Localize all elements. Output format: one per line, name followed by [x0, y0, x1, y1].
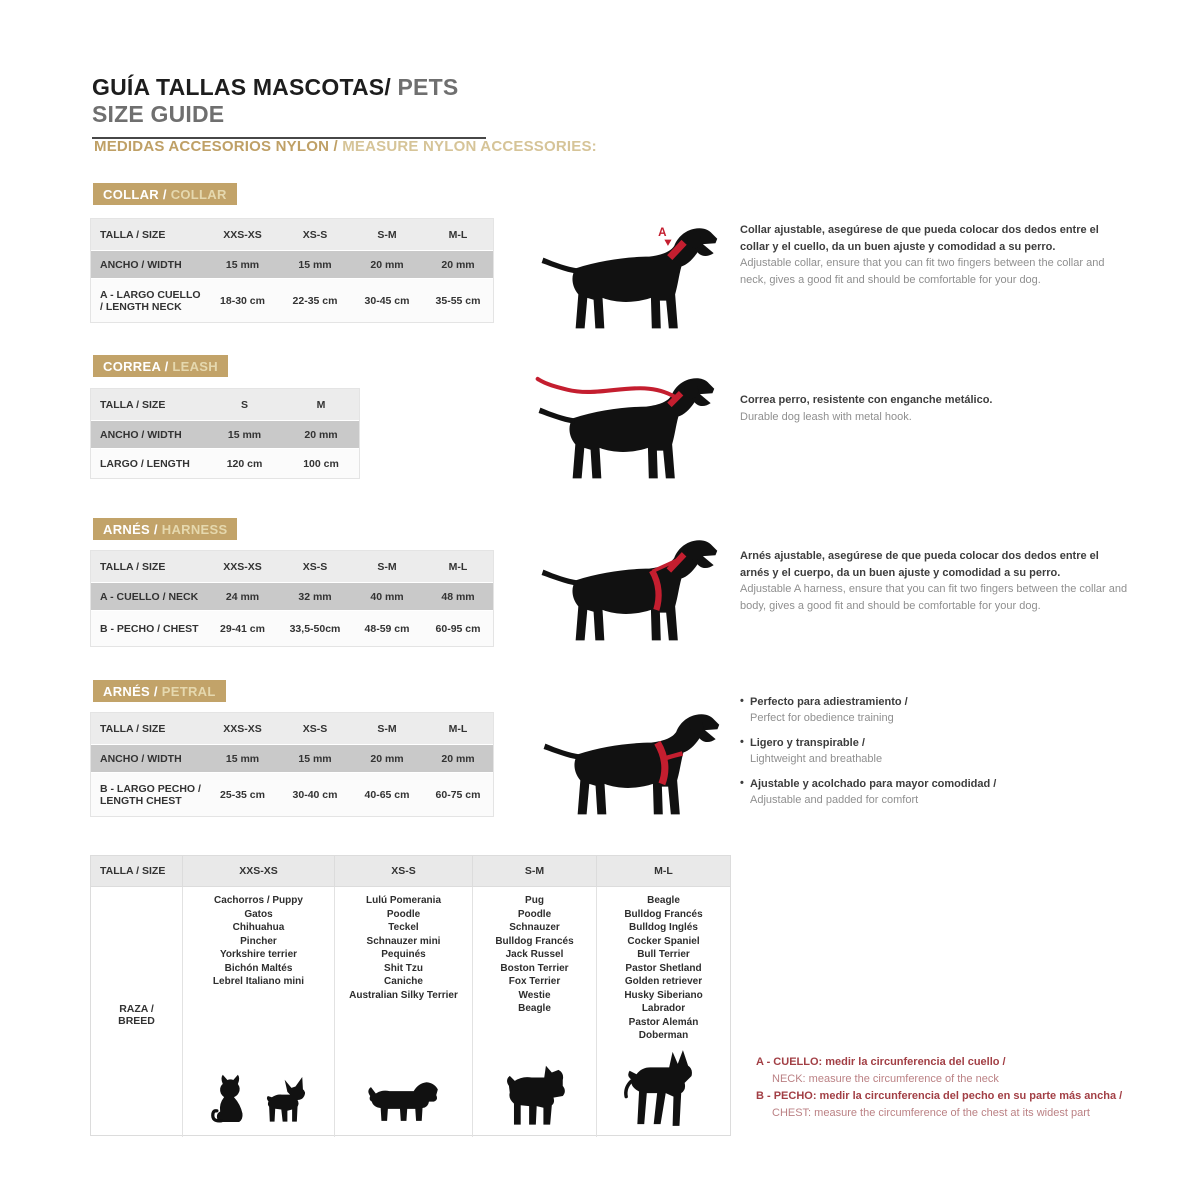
- petral-bullet: [740, 777, 1080, 809]
- table-cell: 120 cm: [226, 457, 263, 470]
- breed-col-m-l: [597, 887, 730, 1137]
- petral-badge-en: PETRAL: [157, 684, 216, 699]
- collar-size-table: [90, 218, 494, 323]
- size-col: S-M: [377, 722, 397, 735]
- collar-marker-arrow-icon: [664, 240, 671, 246]
- table-cell: 35-55 cm: [435, 294, 481, 307]
- row-label: LARGO / LENGTH: [100, 457, 190, 470]
- breed-item: Shit Tzu: [384, 962, 423, 974]
- breed-item: Pastor Shetland: [625, 962, 702, 974]
- leash-desc-en: Durable dog leash with metal hook.: [740, 410, 912, 423]
- size-col: S-M: [377, 560, 397, 573]
- breed-item: Pastor Alemán: [628, 1016, 699, 1028]
- table-cell: 30-40 cm: [292, 788, 338, 801]
- breed-row-label: RAZA / BREED: [118, 1003, 155, 1028]
- note-chest-en: CHEST: measure the circumference of the chest at its widest part: [772, 1107, 1090, 1120]
- row-label: A - LARGO CUELLO / LENGTH NECK: [100, 288, 201, 313]
- table-cell: 60-75 cm: [435, 788, 481, 801]
- table-cell: 40 mm: [370, 590, 404, 603]
- breed-item: Fox Terrier: [508, 976, 561, 987]
- breed-item: Boston Terrier: [500, 962, 569, 974]
- collar-desc-en: Adjustable collar, ensure that you can fit two fingers between the collar and neck, gives a good fit and should be comfortable for your dog.: [740, 257, 1105, 286]
- table-cell: 20 mm: [370, 258, 404, 271]
- table-cell: 20 mm: [441, 752, 475, 765]
- silhouette-box: [597, 1043, 730, 1137]
- harness-desc-en: Adjustable A harness, ensure that you can fit two fingers between the collar and body, gives a good fit and should be comfortable for your dog.: [740, 583, 1128, 612]
- chihuahua-silhouette-icon: [259, 1067, 309, 1133]
- breed-item: Schnauzer: [509, 922, 560, 933]
- leash-badge: [93, 355, 228, 377]
- collar-badge: [93, 183, 237, 205]
- breed-size-table: [90, 855, 731, 1136]
- size-col: XS-S: [302, 228, 328, 241]
- bullet-es: • Perfecto para adiestramiento /: [740, 695, 1080, 711]
- table-cell: 20 mm: [304, 428, 338, 441]
- table-cell: 15 mm: [227, 428, 262, 441]
- breed-col-xxs-xs: [183, 887, 335, 1137]
- page-subtitle: [94, 138, 597, 155]
- leash-line-marker: [538, 379, 675, 397]
- collar-badge-es: COLLAR /: [103, 187, 167, 202]
- table-cell: 60-95 cm: [435, 622, 481, 635]
- table-cell: 15 mm: [225, 258, 260, 271]
- breed-item: Poodle: [386, 908, 421, 920]
- measure-notes: [756, 1054, 1188, 1122]
- leash-size-table: [90, 388, 360, 479]
- doberman-silhouette-icon: [621, 1043, 707, 1133]
- leash-length-row: [91, 448, 359, 478]
- collar-neck-row: [91, 278, 493, 322]
- petral-width-row: [91, 744, 493, 772]
- size-col: S-M: [377, 228, 397, 241]
- breed-item: Husky Siberiano: [624, 989, 703, 1001]
- petral-badge-es: ARNÉS /: [103, 684, 158, 699]
- table-cell: 33,5-50cm: [289, 622, 341, 635]
- harness-header-row: [91, 551, 493, 582]
- row-label: ANCHO / WIDTH: [100, 258, 182, 271]
- size-col: XXS-XS: [223, 722, 262, 735]
- row-label: ANCHO / WIDTH: [100, 428, 182, 441]
- harness-chest-row: [91, 610, 493, 646]
- table-cell: 48 mm: [441, 590, 475, 603]
- harness-size-label: TALLA / SIZE: [100, 560, 166, 573]
- breed-item: Westie: [518, 989, 551, 1001]
- table-cell: 30-45 cm: [364, 294, 410, 307]
- table-cell: 20 mm: [370, 752, 404, 765]
- row-label: A - CUELLO / NECK: [100, 590, 199, 603]
- table-cell: 18-30 cm: [220, 294, 265, 307]
- breed-item: Bichón Maltés: [224, 962, 293, 974]
- petral-bullet: [740, 695, 1080, 727]
- silhouette-box: [473, 1059, 596, 1137]
- leash-badge-en: LEASH: [168, 359, 218, 374]
- size-col: M-L: [448, 560, 468, 573]
- size-col: M-L: [448, 722, 468, 735]
- schnauzer-silhouette-icon: [498, 1059, 572, 1133]
- breed-item: Bulldog Inglés: [629, 922, 698, 933]
- table-cell: 40-65 cm: [364, 788, 410, 801]
- breed-list: [349, 894, 458, 1002]
- size-col: S: [240, 398, 248, 411]
- page-title: [92, 74, 486, 139]
- harness-badge-es: ARNÉS /: [103, 522, 158, 537]
- bullet-en: Lightweight and breathable: [750, 752, 883, 765]
- breed-item: Bull Terrier: [637, 949, 690, 960]
- breed-row-label-cell: [91, 887, 183, 1137]
- breed-item: Teckel: [388, 922, 419, 933]
- table-cell: 15 mm: [298, 258, 332, 271]
- leash-width-row: [91, 420, 359, 448]
- breed-item: Bulldog Francés: [624, 908, 703, 920]
- page-subtitle-en: MEASURE NYLON ACCESSORIES:: [337, 138, 597, 155]
- size-col: XXS-XS: [183, 856, 335, 886]
- breed-list: [495, 894, 573, 1016]
- row-label: ANCHO / WIDTH: [100, 752, 182, 765]
- row-label: B - LARGO PECHO / LENGTH CHEST: [100, 782, 201, 807]
- petral-bullet: [740, 736, 1080, 768]
- note-neck-en: NECK: measure the circumference of the neck: [772, 1073, 999, 1086]
- breed-item: Chihuahua: [232, 922, 285, 933]
- harness-badge: [93, 518, 237, 540]
- petral-header-row: [91, 713, 493, 744]
- page-subtitle-es: MEDIDAS ACCESORIOS NYLON /: [94, 138, 338, 155]
- size-col: M-L: [448, 228, 468, 241]
- page-title-es: GUÍA TALLAS MASCOTAS/: [92, 74, 391, 100]
- petral-dog-illustration: [540, 702, 730, 821]
- breed-item: Jack Russel: [505, 949, 564, 960]
- leash-desc-es: Correa perro, resistente con enganche metálico.: [740, 394, 993, 406]
- leash-dog-illustration: [535, 366, 725, 485]
- table-cell: 22-35 cm: [292, 294, 338, 307]
- breed-item: Australian Silky Terrier: [349, 989, 458, 1001]
- dog-silhouette-icon: [542, 228, 718, 328]
- table-cell: 24 mm: [225, 590, 260, 603]
- size-col: M-L: [654, 865, 673, 877]
- collar-width-row: [91, 250, 493, 278]
- silhouette-box: [183, 1067, 334, 1137]
- dog-silhouette-icon: [539, 378, 715, 478]
- breed-item: Poodle: [517, 908, 552, 920]
- breed-item: Golden retriever: [624, 976, 703, 987]
- leash-size-label: TALLA / SIZE: [100, 398, 166, 411]
- table-cell: 29-41 cm: [220, 622, 265, 635]
- breed-item: Cachorros / Puppy: [214, 895, 303, 906]
- table-cell: 32 mm: [298, 590, 332, 603]
- row-label: B - PECHO / CHEST: [100, 622, 199, 635]
- leash-badge-es: CORREA /: [103, 359, 169, 374]
- breed-item: Beagle: [647, 895, 680, 906]
- cat-silhouette-icon: [209, 1069, 251, 1133]
- harness-description: [740, 548, 1128, 614]
- breed-item: Pug: [525, 895, 544, 906]
- collar-header-row: [91, 219, 493, 250]
- bullet-en: Perfect for obedience training: [750, 711, 894, 724]
- breed-col-xs-s: [335, 887, 473, 1137]
- table-cell: 15 mm: [298, 752, 332, 765]
- bullet-es: • Ligero y transpirable /: [740, 736, 1080, 752]
- table-cell: 100 cm: [303, 457, 339, 470]
- leash-header-row: [91, 389, 359, 420]
- size-col: S-M: [473, 856, 597, 886]
- dachshund-silhouette-icon: [361, 1075, 447, 1133]
- collar-description: [740, 222, 1128, 288]
- collar-desc-es: Collar ajustable, asegúrese de que pueda colocar dos dedos entre el collar y el cuello, da un buen ajuste y comodidad a su perro.: [740, 224, 1099, 253]
- size-col: M: [316, 398, 326, 411]
- breed-size-label: TALLA / SIZE: [91, 856, 183, 886]
- breed-item: Beagle: [518, 1003, 551, 1014]
- size-col: XXS-XS: [223, 228, 262, 241]
- breed-item: Labrador: [641, 1003, 686, 1014]
- size-col: XS-S: [335, 856, 473, 886]
- petral-badge: [93, 680, 226, 702]
- table-cell: 15 mm: [225, 752, 260, 765]
- harness-size-table: [90, 550, 494, 647]
- dog-silhouette-icon: [544, 714, 720, 814]
- bullet-es: • Ajustable y acolchado para mayor comodidad /: [740, 777, 1080, 793]
- breed-list: [624, 894, 702, 1043]
- collar-dog-illustration: [538, 216, 728, 335]
- breed-item: Lulú Pomerania: [365, 895, 441, 906]
- bullet-en: Adjustable and padded for comfort: [750, 793, 919, 806]
- harness-dog-illustration: [538, 528, 728, 647]
- petral-feature-list: [740, 695, 1080, 818]
- harness-neck-row: [91, 582, 493, 610]
- harness-desc-es: Arnés ajustable, asegúrese de que pueda colocar dos dedos entre el arnés y el cuerpo, da un buen ajuste y comodidad a su perro.: [740, 550, 1099, 579]
- petral-size-label: TALLA / SIZE: [100, 722, 166, 735]
- dog-silhouette-icon: [542, 540, 718, 640]
- breed-col-s-m: [473, 887, 597, 1137]
- breed-item: Gatos: [244, 908, 273, 920]
- page-title-en: PETS SIZE GUIDE: [92, 74, 459, 127]
- size-col: XS-S: [302, 722, 328, 735]
- collar-size-label: TALLA / SIZE: [100, 228, 166, 241]
- collar-marker-a-label: A: [658, 226, 667, 240]
- note-neck-es: A - CUELLO: medir la circunferencia del cuello /: [756, 1056, 1006, 1068]
- breed-item: Schnauzer mini: [366, 935, 441, 947]
- breed-body: [91, 887, 730, 1136]
- breed-header-row: [91, 856, 730, 887]
- breed-item: Doberman: [638, 1030, 689, 1041]
- breed-item: Pequinés: [381, 949, 426, 960]
- breed-list: [213, 894, 304, 989]
- leash-description: [740, 392, 1128, 425]
- breed-item: Bulldog Francés: [495, 935, 574, 947]
- table-cell: 48-59 cm: [364, 622, 410, 635]
- size-col: XS-S: [302, 560, 328, 573]
- size-col: XXS-XS: [223, 560, 262, 573]
- breed-item: Yorkshire terrier: [219, 949, 298, 960]
- table-cell: 20 mm: [441, 258, 475, 271]
- petral-size-table: [90, 712, 494, 817]
- breed-item: Lebrel Italiano mini: [212, 976, 305, 987]
- table-cell: 25-35 cm: [220, 788, 265, 801]
- silhouette-box: [335, 1075, 472, 1137]
- breed-item: Pincher: [240, 935, 277, 947]
- harness-badge-en: HARNESS: [157, 522, 228, 537]
- breed-item: Caniche: [384, 976, 423, 987]
- collar-badge-en: COLLAR: [166, 187, 227, 202]
- petral-chest-row: [91, 772, 493, 816]
- breed-item: Cocker Spaniel: [627, 935, 700, 947]
- note-chest-es: B - PECHO: medir la circunferencia del pecho en su parte más ancha /: [756, 1090, 1123, 1103]
